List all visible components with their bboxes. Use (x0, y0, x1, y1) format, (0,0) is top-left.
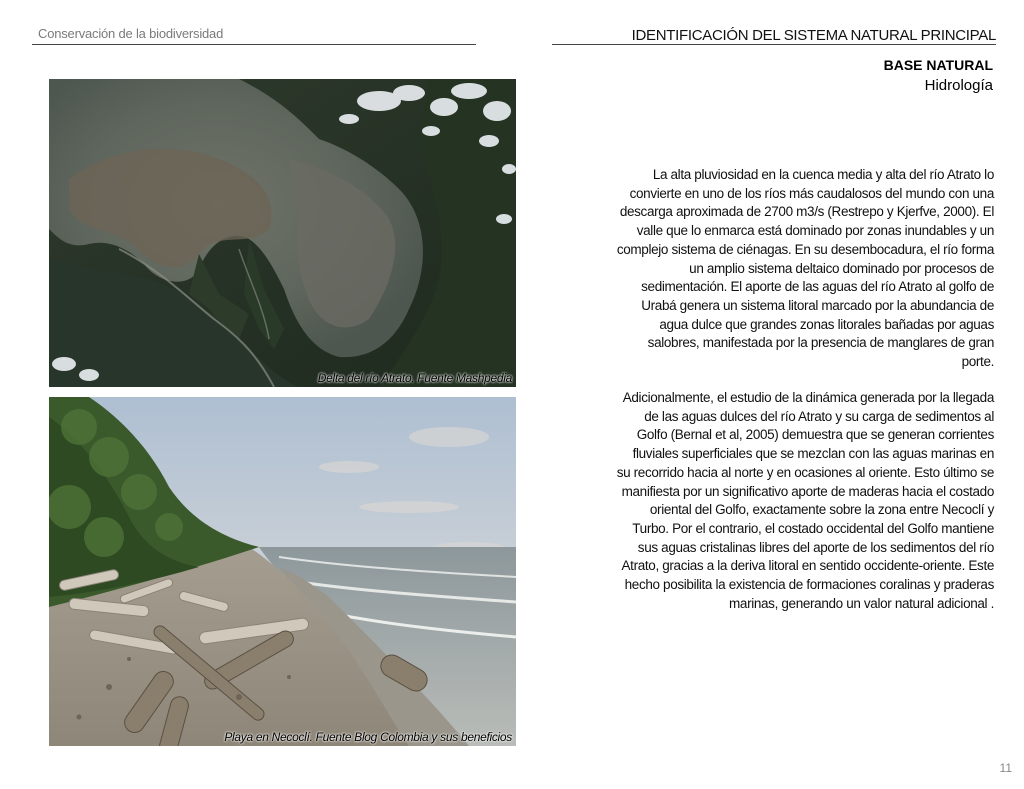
body-paragraph-2: Adicionalmente, el estudio de la dinámica generada por la llegada de las aguas dulces del río Atrato y su carga de sedimentos al Golfo (Bernal et al, 2005) demuestra que se generan corrientes fluviales superficiales que se mezclan con las aguas marinas en su recorrido hacia al norte y en ocasiones al oriente. Esto último se manifiesta por un significativo aporte de maderas hacia el costado oriental del Golfo, exactamente sobre la zona entre Necoclí y Turbo. Por el contrario, el costado occidental del Golfo mantiene sus aguas cristalinas libres del aporte de los sedimentos del río Atrato, gracias a la deriva litoral en sentido occidente-oriente. Este hecho posibilita la existencia de formaciones coralinas y praderas marinas, generando un valor natural adicional . (616, 390, 994, 611)
page-number: 11 (999, 761, 1012, 775)
section-subtitle: Hidrología (924, 77, 993, 94)
beach-necocli-photo (49, 397, 516, 746)
header-rule-left (32, 44, 476, 45)
running-header-right: IDENTIFICACIÓN DEL SISTEMA NATURAL PRINCIPAL (631, 27, 996, 44)
running-header-left: Conservación de la biodiversidad (38, 26, 224, 41)
figure-caption-delta: Delta del río Atrato. Fuente Mashpedia (317, 371, 512, 385)
header-rule-right (552, 44, 996, 45)
beach-image (49, 397, 516, 746)
delta-satellite-image (49, 79, 516, 387)
body-paragraph-1: La alta pluviosidad en la cuenca media y alta del río Atrato lo convierte en uno de los ríos más caudalosos del mundo con una descarga aproximada de 2700 m3/s (Restrepo y Kjerfve, 2000). El valle que lo enmarca está dominado por zonas inundables y un complejo sistema de ciénagas. En su desembocadura, el río forma un amplio sistema deltaico dominado por procesos de sedimentación. El aporte de las aguas del río Atrato al golfo de Urabá genera un sistema litoral marcado por la abundancia de agua dulce que grandes zonas litorales bañadas por aguas salobres, manifestada por la presencia de manglares de gran porte. (616, 167, 994, 370)
section-title: BASE NATURAL (883, 57, 993, 73)
delta-satellite-photo (49, 79, 516, 387)
figure-caption-beach: Playa en Necoclí. Fuente Blog Colombia y sus beneficios (224, 730, 512, 744)
